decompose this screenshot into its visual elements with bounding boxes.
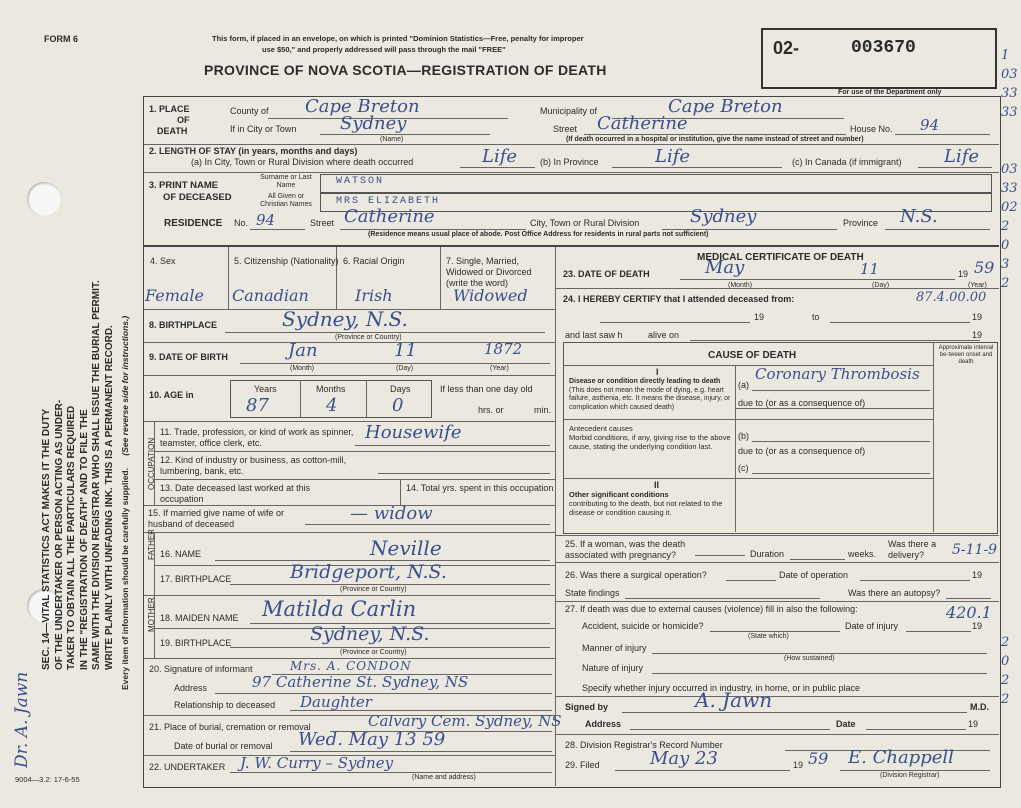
residence-note: (Residence means usual place of abode. Post Office Address for residents in rural parts not sufficient)	[368, 231, 709, 238]
stay-canada-label: (c) In Canada (if immigrant)	[792, 157, 902, 167]
mother-birthplace-label: 19. BIRTHPLACE	[160, 638, 232, 648]
side-line: WRITE PLAINLY WITH UNFADING INK. THIS IS A PERMANENT RECORD.	[103, 325, 115, 670]
specify-injury-label: Specify whether injury occurred in industry, in home, or in public place	[582, 683, 860, 693]
operation-date-label: Date of operation	[779, 570, 849, 580]
marital-value: Widowed	[453, 286, 528, 305]
age-months: 4	[326, 395, 338, 416]
marital-label: 7. Single, Married, Widowed or Divorced (write the word)	[446, 256, 532, 288]
burial-date-label: Date of burial or removal	[174, 741, 273, 751]
margin-codes	[1001, 46, 1021, 709]
registrar-caption: (Division Registrar)	[880, 772, 940, 779]
date-of-death-year-prefix: 19	[958, 269, 969, 279]
total-years-label: 14. Total yrs. spent in this occupation	[406, 483, 554, 493]
age-days: 0	[392, 395, 404, 416]
stay-city-value: Life	[482, 146, 518, 167]
city-value: Sydney	[340, 113, 407, 134]
trade-label: 11. Trade, profession, or kind of work as spinner, teamster, office clerk, etc.	[160, 427, 354, 448]
dob-year: 1872	[484, 340, 523, 358]
filed-year-prefix: 19	[793, 760, 804, 770]
sex-value: Female	[145, 286, 204, 305]
accident-label: Accident, suicide or homicide?	[582, 621, 704, 631]
margin-code: 2	[1001, 692, 1010, 707]
registration-prefix: 02-	[773, 38, 800, 58]
side-line: TAKER TO OBTAIN ALL THE PARTICULARS REQUIRED	[66, 405, 77, 670]
md-label: M.D.	[970, 702, 989, 712]
margin-code: 03	[1001, 67, 1018, 82]
mother-birthplace-value: Sydney, N.S.	[310, 623, 430, 645]
relationship-value: Daughter	[300, 693, 372, 711]
undertaker-caption: (Name and address)	[412, 774, 476, 781]
cause-a-label: (a)	[738, 380, 749, 390]
disease-label	[569, 378, 734, 412]
margin-code: 2	[1001, 276, 1010, 291]
filed-date-value: May 23	[650, 748, 718, 769]
age-label: 10. AGE in	[149, 390, 194, 400]
dob-day-caption: (Day)	[396, 365, 414, 372]
municipality-label: Municipality of	[540, 106, 598, 116]
age-years: 87	[246, 395, 269, 416]
findings-label: State findings	[565, 588, 620, 598]
citizenship-value: Canadian	[232, 286, 309, 305]
racial-origin-label: 6. Racial Origin	[343, 256, 405, 266]
father-birthplace-value: Bridgeport, N.S.	[290, 561, 447, 583]
years-label: Years	[254, 384, 277, 394]
min-label: min.	[534, 405, 552, 415]
industry-label: 12. Kind of industry or business, as cotton-mill, lumbering, bank, etc.	[160, 455, 347, 476]
last-saw-year: 19	[972, 330, 983, 340]
antecedent-note: Morbid conditions, if any, giving rise to the above cause, stating the underlying condition last.	[569, 433, 731, 451]
mail-notice-1: This form, if placed in an envelope, on which is printed "Dominion Statistics—Free, penalty for improper	[212, 34, 584, 43]
filed-year-value: 59	[808, 749, 829, 768]
side-instructions	[41, 150, 116, 670]
part-one-label: I	[656, 367, 659, 377]
certify-from-year: 19	[754, 312, 765, 322]
mother-section-label: MOTHER	[147, 597, 156, 632]
registrar-signature: E. Chappell	[848, 747, 954, 768]
cause-of-death-title: CAUSE OF DEATH	[708, 350, 797, 361]
father-birthplace-caption: (Province or Country)	[340, 586, 407, 593]
birthplace-caption: (Province or Country)	[335, 334, 402, 341]
duration-label: Duration	[750, 549, 785, 559]
pregnancy-label: 25. If a woman, was the death associated with pregnancy?	[565, 539, 686, 560]
margin-code: 2	[1001, 635, 1010, 650]
surname-label: Surname or Last Name	[260, 174, 312, 189]
side-line: OF THE UNDERTAKER OR PERSON ACTING AS UNDER-	[53, 399, 65, 670]
due-to-label-b: due to (or as a consequence of)	[738, 446, 866, 456]
certify-to-year: 19	[972, 312, 983, 322]
father-name-value: Neville	[370, 536, 442, 560]
dob-label: 9. DATE OF BIRTH	[149, 352, 228, 362]
sex-label: 4. Sex	[150, 256, 176, 266]
house-label: House No.	[850, 124, 893, 134]
mother-maiden-label: 18. MAIDEN NAME	[160, 613, 239, 623]
other-conditions-label-text: Other significant conditions	[569, 490, 669, 499]
burial-place-value: Calvary Cem. Sydney, NS	[368, 712, 562, 730]
filed-label: 29. Filed	[565, 760, 600, 770]
burial-date-value: Wed. May 13 59	[298, 729, 446, 750]
delivery-label: Was there a delivery?	[888, 539, 937, 560]
delivery-code-value: 5-11-9	[952, 542, 998, 558]
manner-label: Manner of injury	[582, 643, 647, 653]
spouse-label: 15. If married give name of wife or husband of deceased	[148, 508, 285, 529]
dob-day: 11	[394, 340, 417, 361]
side-note	[120, 316, 130, 690]
antecedent-label-text: Antecedent causes	[569, 424, 633, 433]
margin-code: 02	[1001, 200, 1018, 215]
physician-year-prefix: 19	[968, 719, 979, 729]
date-of-death-month: May	[705, 257, 745, 278]
margin-code: 33	[1001, 181, 1018, 196]
nature-label: Nature of injury	[582, 663, 644, 673]
margin-code: 2	[1001, 219, 1010, 234]
disease-note: (This does not mean the mode of dying, e.g. heart failure, asthenia, etc. It means the disease, injury, or complication which caused death)	[569, 386, 731, 411]
occupation-section-label: OCCUPATION	[147, 437, 156, 490]
margin-code: 0	[1001, 654, 1010, 669]
relationship-label: Relationship to deceased	[174, 700, 276, 710]
father-birthplace-label: 17. BIRTHPLACE	[160, 574, 232, 584]
operation-year-prefix: 19	[972, 570, 983, 580]
given-names-label: All Given or Christian Names	[260, 193, 312, 208]
side-note-1: Every item of information should be carefully supplied.	[120, 468, 130, 690]
residence-province-label: Province	[843, 218, 879, 228]
residence-label: RESIDENCE	[164, 218, 223, 229]
dod-year-caption: (Year)	[968, 282, 987, 289]
dob-month: Jan	[288, 340, 318, 361]
street-value: Catherine	[597, 113, 688, 134]
residence-no-value: 94	[256, 211, 276, 229]
cause-c-label: (c)	[738, 463, 749, 473]
state-which-caption: (State which)	[748, 633, 789, 640]
municipality-value: Cape Breton	[668, 96, 783, 117]
form-number: FORM 6	[44, 34, 79, 44]
county-value: Cape Breton	[305, 96, 420, 117]
physician-address-label: Address	[585, 719, 622, 729]
stay-canada-value: Life	[944, 146, 980, 167]
birthplace-value: Sydney, N.S.	[282, 307, 408, 331]
citizenship-label	[234, 256, 339, 267]
county-label: County of	[230, 106, 269, 116]
stay-province-value: Life	[655, 146, 691, 167]
date-of-death-day: 11	[860, 260, 880, 278]
months-label: Months	[316, 384, 346, 394]
place-of-death-label: 1. PLACE OF DEATH	[149, 104, 190, 136]
dod-month-caption: (Month)	[728, 282, 753, 289]
external-code-value: 420.1	[946, 603, 992, 622]
interval-label: Approximate interval be-tween onset and death	[938, 345, 994, 365]
last-worked-label: 13. Date deceased last worked at this occupation	[160, 483, 311, 504]
weeks-label: weeks.	[848, 549, 877, 559]
hospital-note: (If death occurred in a hospital or institution, give the name instead of street and number)	[566, 136, 864, 143]
medical-certificate-title: MEDICAL CERTIFICATE OF DEATH	[697, 252, 864, 263]
record-number-label: 28. Division Registrar's Record Number	[565, 740, 723, 750]
days-label: Days	[390, 384, 411, 394]
disease-label-text: Disease or condition directly leading to death	[569, 378, 721, 385]
undertaker-label: 22. UNDERTAKER	[149, 762, 226, 772]
margin-code: 33	[1001, 105, 1018, 120]
autopsy-label: Was there an autopsy?	[848, 588, 941, 598]
injury-year-prefix: 19	[972, 621, 983, 631]
street-label: Street	[553, 124, 578, 134]
cause-a-value: Coronary Thrombosis	[755, 365, 920, 383]
margin-code: 2	[1001, 673, 1010, 688]
informant-address-label: Address	[174, 683, 208, 693]
informant-value: Mrs. A. CONDON	[290, 659, 412, 673]
spouse-value: — widow	[350, 503, 433, 524]
registration-number: 003670	[851, 38, 916, 58]
signed-by-value: A. Jawn	[695, 688, 773, 712]
how-sustained-caption: (How sustained)	[784, 655, 835, 662]
side-line: SEC. 14—VITAL STATISTICS ACT MAKES IT THE DUTY	[41, 408, 52, 670]
surgery-label: 26. Was there a surgical operation?	[565, 570, 707, 580]
city-label: If in City or Town	[230, 124, 297, 134]
margin-code: 1	[1001, 48, 1010, 63]
page-title: PROVINCE OF NOVA SCOTIA—REGISTRATION OF DEATH	[204, 62, 607, 78]
mother-maiden-value: Matilda Carlin	[262, 597, 417, 621]
alive-on-label: alive on	[648, 330, 680, 340]
surname-value: WATSON	[336, 176, 385, 187]
residence-street-label: Street	[310, 218, 335, 228]
signed-by-label: Signed by	[565, 702, 609, 712]
residence-street-value: Catherine	[344, 206, 435, 227]
certify-label: 24. I HEREBY CERTIFY that I attended deceased from:	[563, 294, 795, 304]
residence-city-label: City, Town or Rural Division	[530, 218, 640, 228]
given-names-value: MRS ELIZABETH	[336, 196, 441, 207]
mother-birthplace-caption: (Province or Country)	[340, 649, 407, 656]
informant-label: 20. Signature of informant	[149, 664, 253, 674]
margin-code: 33	[1001, 86, 1018, 101]
side-signature: Dr. A. Jawn	[12, 671, 32, 768]
residence-city-value: Sydney	[690, 206, 757, 227]
print-name-label: 3. PRINT NAME OF DECEASED	[149, 180, 232, 203]
dod-day-caption: (Day)	[872, 282, 890, 289]
certify-to: to	[812, 312, 820, 322]
hrs-label: hrs. or	[478, 405, 504, 415]
last-saw-label: and last saw h	[565, 330, 623, 340]
house-value: 94	[920, 116, 940, 134]
undertaker-value: J. W. Curry – Sydney	[240, 754, 394, 772]
residence-province-value: N.S.	[900, 206, 938, 227]
side-line: SAME WITH THE DIVISION REGISTRAR WHO SHALL ISSUE THE BURIAL PERMIT.	[91, 280, 102, 670]
margin-code: 0	[1001, 238, 1010, 253]
citizenship-label-text: 5. Citizenship (Nationality)	[234, 256, 339, 266]
side-line: IN THE "REGISTRATION OF DEATH" AND TO FILE THE	[78, 409, 90, 670]
informant-address-value: 97 Catherine St. Sydney, NS	[252, 673, 469, 691]
physician-date-label: Date	[836, 719, 856, 729]
other-conditions-note: contributing to the death, but not related to the disease or condition causing it.	[569, 499, 723, 517]
burial-place-label: 21. Place of burial, cremation or removal	[149, 722, 311, 732]
residence-no-label: No.	[234, 218, 249, 228]
antecedent-label	[569, 424, 734, 451]
stay-province-label: (b) In Province	[540, 157, 599, 167]
length-of-stay-label: 2. LENGTH OF STAY (in years, months and days)	[149, 146, 358, 156]
other-conditions-label	[569, 490, 734, 517]
margin-code: 03	[1001, 162, 1018, 177]
margin-code: 3	[1001, 257, 1010, 272]
trade-value: Housewife	[365, 422, 462, 443]
department-code-value: 87.4.00.00	[916, 290, 987, 305]
less-than-day-label: If less than one day old	[440, 384, 533, 394]
registration-number-box	[761, 28, 997, 89]
injury-date-label: Date of injury	[845, 621, 899, 631]
part-two-label: II	[654, 480, 660, 490]
cause-b-label: (b)	[738, 431, 749, 441]
mail-notice-2: use $50," and properly addressed will pass through the mail "FREE"	[262, 45, 506, 54]
dob-month-caption: (Month)	[290, 365, 315, 372]
name-caption: (Name)	[380, 136, 404, 143]
due-to-label-a: due to (or as a consequence of)	[738, 398, 866, 408]
date-of-death-year: 59	[974, 258, 995, 277]
dob-year-caption: (Year)	[490, 365, 509, 372]
print-code: 9004—3.2: 17-6-55	[15, 775, 80, 784]
side-note-2: (See reverse side for instructions.)	[120, 315, 130, 456]
father-section-label: FATHER	[147, 529, 156, 560]
racial-origin-value: Irish	[355, 286, 393, 305]
external-causes-label: 27. If death was due to external causes (violence) fill in also the following:	[565, 604, 858, 614]
date-of-death-label: 23. DATE OF DEATH	[563, 269, 650, 279]
department-use-note: For use of the Department only	[838, 89, 942, 96]
father-name-label: 16. NAME	[160, 549, 202, 559]
stay-city-label: (a) In City, Town or Rural Division where death occurred	[191, 157, 414, 167]
birthplace-label: 8. BIRTHPLACE	[149, 320, 218, 330]
